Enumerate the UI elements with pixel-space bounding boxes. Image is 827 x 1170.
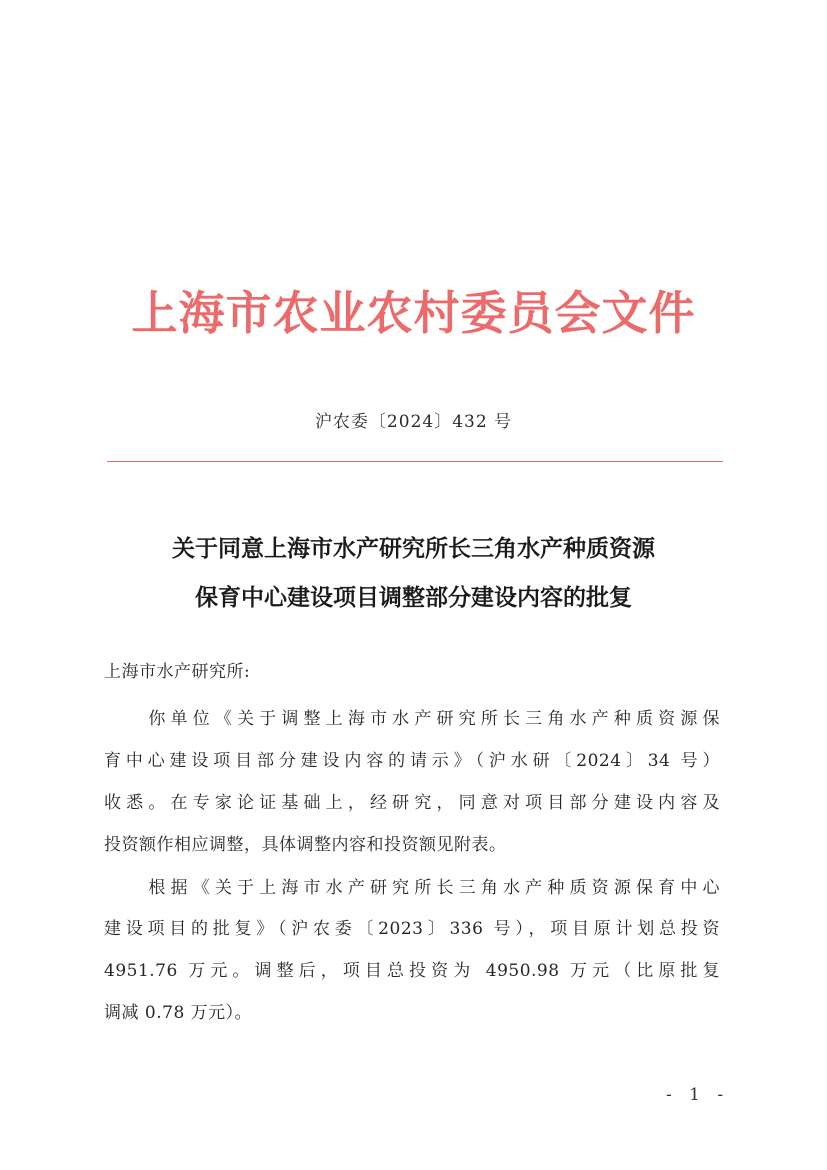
body-line-4: 投资额作相应调整，具体调整内容和投资额见附表。 <box>104 835 507 855</box>
body-line-6: 建设项目的批复》（沪农委〔2023〕336 号），项目原计划总投资 <box>104 919 720 939</box>
document-title-line-1: 关于同意上海市水产研究所长三角水产种质资源 <box>172 535 655 562</box>
body-line-7: 4951.76 万元。调整后，项目总投资为 4950.98 万元（比原批复 <box>104 961 720 981</box>
body-line-8: 调减 0.78 万元）。 <box>104 1003 253 1023</box>
agency-header-title: 上海市农业农村委员会文件 <box>131 286 696 340</box>
document-number: 沪农委〔2024〕432 号 <box>314 412 513 432</box>
salutation: 上海市水产研究所: <box>104 662 251 682</box>
body-line-3: 收悉。在专家论证基础上，经研究，同意对项目部分建设内容及 <box>104 793 720 813</box>
body-line-5: 根据《关于上海市水产研究所长三角水产种质资源保育中心 <box>104 878 720 898</box>
page-number: - 1 - <box>666 1085 730 1105</box>
body-line-1: 你单位《关于调整上海市水产研究所长三角水产种质资源保 <box>104 709 720 729</box>
red-divider-rule <box>107 461 723 462</box>
document-title-line-2: 保育中心建设项目调整部分建设内容的批复 <box>195 584 632 611</box>
body-line-2: 育中心建设项目部分建设内容的请示》（沪水研〔2024〕34 号） <box>104 751 720 771</box>
